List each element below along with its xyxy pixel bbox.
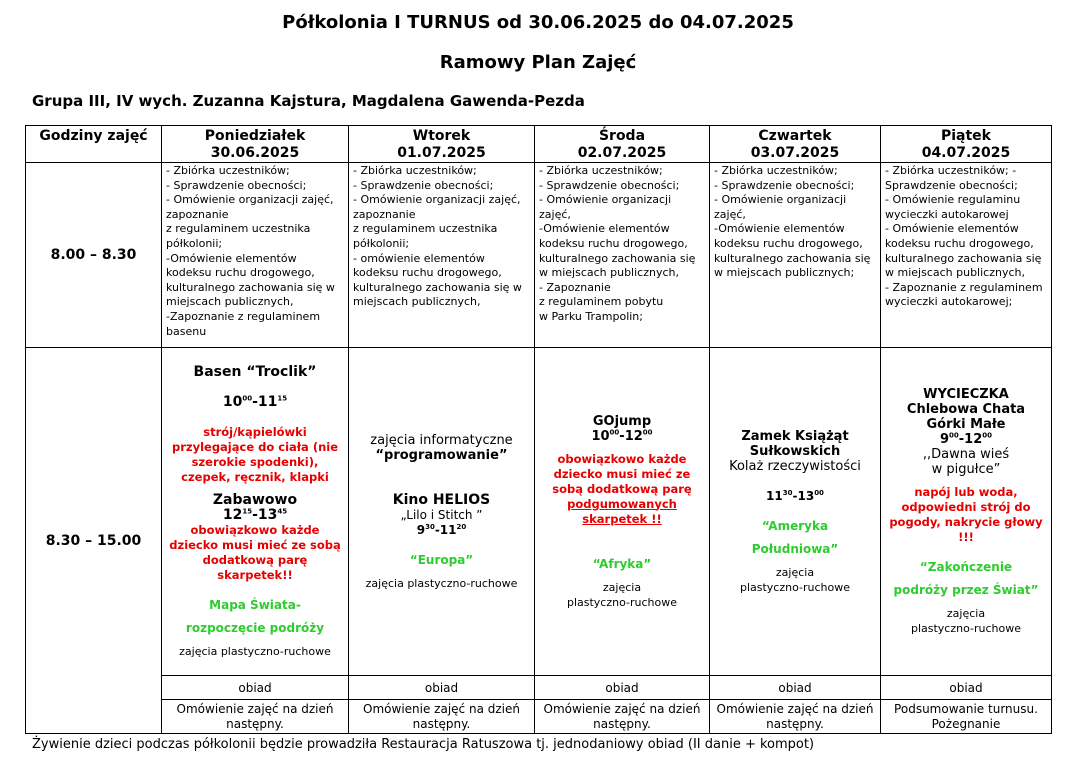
requirements-note: strój/kąpielówki przylegające do ciała (nie szerokie spodenki), czepek, ręcznik, klapki (171, 424, 339, 484)
movie-title: „Lilo i Stitch ” (400, 507, 483, 522)
theme-label: Południowa” (751, 541, 839, 556)
activity-label: zajęcia (602, 580, 642, 594)
theme-label: “Zakończenie (919, 560, 1013, 574)
plan-cell-tuesday: - Zbiórka uczestników; - Sprawdzenie obecności; - Omówienie organizacji zajęć, zapoznanie z regulaminem uczestnika półkolonii; - omówienie elementów kodeksu ruchu drogowego, kulturalnego zachowania się w miejscach publicznych, (349, 163, 535, 348)
activity-label: zajęcia (775, 565, 815, 579)
activity-label: zajęcia (946, 607, 986, 620)
day-date: 04.07.2025 (921, 145, 1011, 161)
place-name: Chlebowa Chata (906, 402, 1026, 417)
theme-label: “Europa” (409, 552, 474, 567)
lunch-cell: obiad (349, 676, 535, 700)
place-name: Zamek Książąt Sułkowskich (741, 428, 849, 459)
activity-cell-friday (881, 348, 1052, 676)
hours-header: Godziny zajęć (26, 126, 162, 163)
day-header-thursday (710, 126, 881, 163)
day-header-tuesday (349, 126, 535, 163)
requirements-note-underlined: podgumowanych skarpetek !! (567, 496, 677, 526)
closing-cell: Omówienie zajęć na dzień następny. (162, 700, 349, 734)
closing-cell: Omówienie zajęć na dzień następny. (710, 700, 881, 734)
closing-cell: Podsumowanie turnusu. Pożegnanie (881, 700, 1052, 734)
day-name: Piątek (940, 128, 991, 144)
day-date: 01.07.2025 (397, 145, 486, 161)
activity-cell-tuesday (349, 348, 535, 676)
footer-note: Żywienie dzieci podczas półkolonii będzie prowadziła Restauracja Ratuszowa tj. jednodaniowy obiad (II danie + kompot) (32, 737, 815, 752)
theme-label: “Ameryka (761, 518, 829, 533)
plan-cell-monday: - Zbiórka uczestników; - Sprawdzenie obecności; - Omówienie organizacji zajęć, zapoznanie z regulaminem uczestnika półkolonii; -Omówienie elementów kodeksu ruchu drogowego, kulturalnego zachowania się w miejscach publicznych, -Zapoznanie z regulaminem basenu (162, 163, 349, 348)
day-date: 30.06.2025 (210, 145, 300, 161)
place-name: Zabawowo (212, 491, 298, 508)
page-subtitle: Ramowy Plan Zajęć (439, 52, 637, 73)
place-name: GOjump (592, 413, 652, 429)
hour-cell-morning: 8.00 – 8.30 (26, 163, 162, 348)
day-name: Poniedziałek (204, 128, 306, 144)
lunch-row (26, 676, 1052, 700)
time-range: $9^{30}-11^{20}$ (416, 522, 467, 537)
lunch-cell: obiad (162, 676, 349, 700)
lunch-cell: obiad (710, 676, 881, 700)
time-range: $10^{00}-12^{00}$ (591, 428, 653, 444)
time-range: $9^{00}-12^{00}$ (939, 431, 993, 447)
plan-cell-thursday: - Zbiórka uczestników; - Sprawdzenie obecności; - Omówienie organizacji zajęć, -Omówienie elementów kodeksu ruchu drogowego, kulturalnego zachowania się w miejscach publicznych; (710, 163, 881, 348)
closing-cell: Omówienie zajęć na dzień następny. (535, 700, 710, 734)
closing-cell: Omówienie zajęć na dzień następny. (349, 700, 535, 734)
day-header-friday (881, 126, 1052, 163)
theme-label: Mapa Świata- (209, 597, 301, 612)
place-subtitle: Kolaż rzeczywistości (729, 458, 861, 474)
activities-row (26, 348, 1052, 676)
activity-label: zajęcia plastyczno-ruchowe (365, 576, 518, 590)
day-header-monday (162, 126, 349, 163)
day-name: Środa (598, 128, 646, 144)
plan-cell-friday: - Zbiórka uczestników; - Sprawdzenie obecności; - Omówienie regulaminu wycieczki autokarowej - Omówienie elementów kodeksu ruchu drogowego, kulturalnego zachowania się w miejscach publicznych, - Zapoznanie z regulaminem wycieczki autokarowej; (881, 163, 1052, 348)
day-date: 03.07.2025 (750, 145, 840, 161)
requirements-note: napój lub woda, odpowiedni strój do pogody, nakrycie głowy !!! (889, 485, 1043, 544)
time-range: $12^{15}-13^{45}$ (222, 506, 288, 523)
theme-label: rozpoczęcie podróży (185, 620, 325, 635)
trip-label: WYCIECZKA (923, 387, 1009, 402)
page-title: Półkolonia I TURNUS od 30.06.2025 do 04.07.2025 (282, 12, 794, 33)
day-header-wednesday (535, 126, 710, 163)
day-name: Czwartek (758, 128, 832, 144)
place-name: Basen “Troclik” (193, 363, 317, 380)
activity-label: plastyczno-ruchowe (566, 595, 678, 609)
activity-label: zajęcia informatyczne (370, 432, 513, 448)
morning-row (26, 163, 1052, 348)
activity-label: “programowanie” (375, 447, 508, 463)
hour-cell-day: 8.30 – 15.00 (26, 348, 162, 734)
activity-cell-wednesday (535, 348, 710, 676)
plan-cell-wednesday: - Zbiórka uczestników; - Sprawdzenie obecności; - Omówienie organizacji zajęć, -Omówienie elementów kodeksu ruchu drogowego, kulturalnego zachowania się w miejscach publicznych, - Zapoznanie z regulaminem pobytu w Parku Trampolin; (535, 163, 710, 348)
group-info: Grupa III, IV wych. Zuzanna Kajstura, Magdalena Gawenda-Pezda (32, 92, 585, 110)
theme-label: “Afryka” (592, 556, 652, 571)
activity-label: zajęcia plastyczno-ruchowe (179, 644, 331, 658)
closing-row (26, 700, 1052, 734)
day-name: Wtorek (412, 128, 471, 144)
activity-label: plastyczno-ruchowe (739, 580, 851, 594)
lunch-cell: obiad (535, 676, 710, 700)
requirements-note: obowiązkowo każde dziecko musi mieć ze sobą dodatkową parę skarpetek!! (169, 522, 341, 582)
header-row (26, 126, 1052, 163)
place-subtitle: ,,Dawna wieś (922, 447, 1010, 462)
place-name: Górki Małe (926, 417, 1006, 432)
place-name: Kino HELIOS (392, 491, 491, 508)
time-range: $11^{30}-13^{00}$ (766, 488, 824, 503)
activity-cell-thursday (710, 348, 881, 676)
requirements-note: obowiązkowo każde dziecko musi mieć ze sobą dodatkową parę (552, 451, 692, 496)
time-range: $10^{00}-11^{15}$ (222, 393, 288, 410)
theme-label: podróży przez Świat” (893, 583, 1039, 597)
schedule-table (25, 125, 1052, 734)
day-date: 02.07.2025 (577, 145, 667, 161)
place-subtitle: w pigułce” (931, 462, 1001, 477)
lunch-cell: obiad (881, 676, 1052, 700)
activity-cell-monday (162, 348, 349, 676)
activity-label: plastyczno-ruchowe (910, 622, 1022, 635)
